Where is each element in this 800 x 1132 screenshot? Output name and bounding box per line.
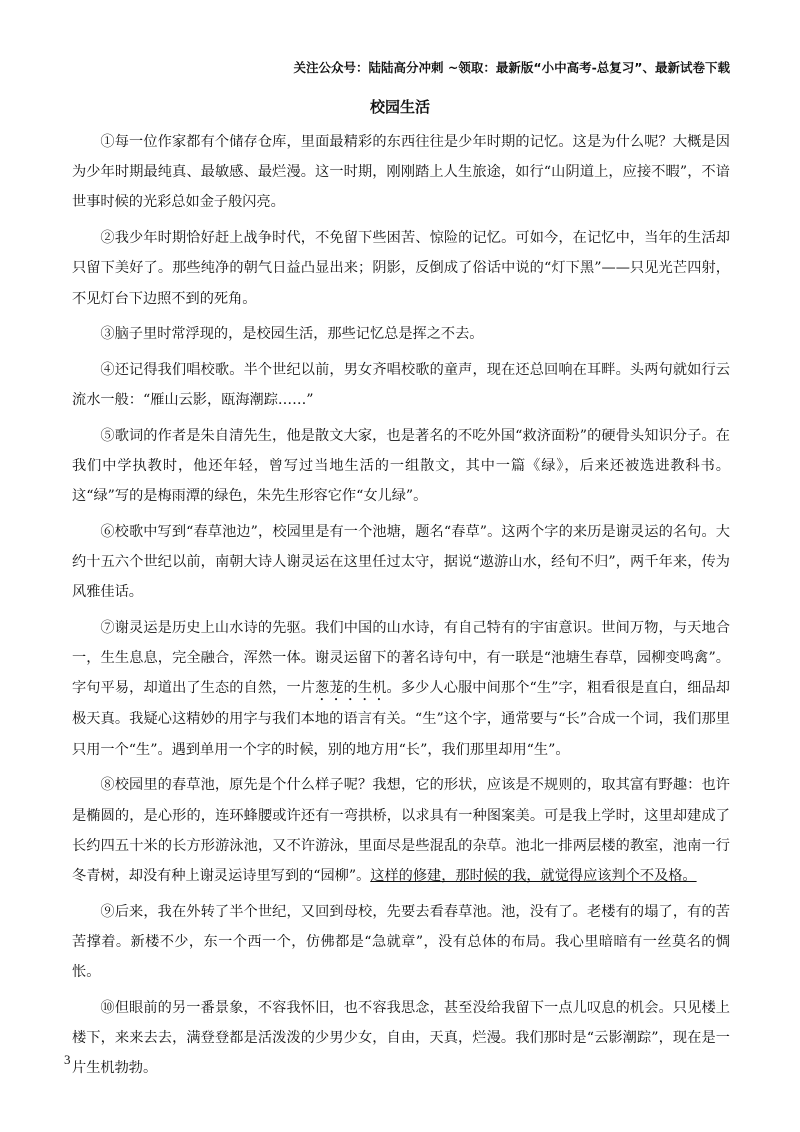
paragraph-7 [72,613,730,765]
paragraph-2: ②我少年时期恰好赶上战争时代，不免留下些困苦、惊险的记忆。可如今，在记忆中，当年的生活却只留下美好了。那些纯净的朝气日益凸显出来；阴影，反倒成了俗话中说的“灯下黑”——只见光芒四射，不见灯台下边照不到的死角。 [72,230,730,307]
paragraph-8-part-1: ⑧校园里的春草池，原先是个什么样子呢？我想，它的形状，应该是不规则的，取其富有野趣：也许是椭圆的，是心形的，连环蜂腰或许还有一弯拱桥，以求具有一种图案美。可是我上学时，这里却建成了长约四五十米的长方形游泳池，又不许游泳，里面尽是些混乱的杂草。池北一排两层楼的教室，池南一行冬青树，却没有种上谢灵运诗里写到的“园柳”。 [72,777,730,884]
paragraph-7-part-1: ⑦谢灵运是历史上山水诗的先驱。我们中国的山水诗，有自己特有的宇宙意识。世间万物，与天地合一，生生息息，完全融合，浑然一体。谢灵运留下的著名诗句中，有一联是“池塘生春草，园柳变鸣禽”。字句平易，却道出了生态的自然，一片 [72,620,730,697]
underlined-sentence: 这样的修建，那时候的我，就觉得应该判个不及格。 [370,867,697,884]
paragraph-7-part-2: 。多少人心服中间那个“生”字，粗看很是直白，细品却极天真。我疑心这精妙的用字与我们本地的语言有关。“生”这个字，通常要与“长”合成一个词，我们那里只用一个“生”。遇到单用一个字的时候，别的地方用“长”，我们那里却用“生”。 [72,680,730,758]
promo-header: 关注公众号：陆陆高分冲刺 ~领取：最新版“小中高考-总复习”、最新试卷下载 [293,60,730,75]
paragraph-9: ⑨后来，我在外转了半个世纪，又回到母校，先要去看春草池。池，没有了。老楼有的塌了，有的苦苦撑着。新楼不少，东一个西一个，仿佛都是“急就章”，没有总体的布局。我心里暗暗有一丝莫名的惆怅。 [72,903,730,981]
paragraph-3: ③脑子里时常浮现的，是校园生活，那些记忆总是挥之不去。 [100,326,484,343]
paragraph-1: ①每一位作家都有个储存仓库，里面最精彩的东西往往是少年时期的记忆。这是为什么呢？大概是因为少年时期最纯真、最敏感、最烂漫。这一时期，刚刚踏上人生旅途，如行“山阴道上，应接不暇”，不谙世事时候的光彩总如金子般闪亮。 [72,134,730,211]
article-body [72,127,730,1089]
page-number: 3 [64,1052,71,1067]
paragraph-10: ⑩但眼前的另一番景象，不容我怀旧，也不容我思念，甚至没给我留下一点儿叹息的机会。只见楼上楼下，来来去去，满登登都是活泼泼的少男少女，自由，天真，烂漫。我们那时是“云影潮踪”，现在是一片生机勃勃。 [72,999,730,1077]
paragraph-6: ⑥校歌中写到“春草池边”，校园里是有一个池塘，题名“春草”。这两个字的来历是谢灵运的名句。大约十五六个世纪以前，南朝大诗人谢灵运在这里任过太守，据说“遨游山水，经旬不归”，两千年来，传为风雅佳话。 [72,523,730,601]
paragraph-8 [72,770,730,891]
paragraph-5: ⑤歌词的作者是朱自清先生，他是散文大家，也是著名的不吃外国“救济面粉”的硬骨头知识分子。在我们中学执教时，他还年轻，曾写过当地生活的一组散文，其中一篇《绿》，后来还被选进教科书。这“绿”写的是梅雨潭的绿色，朱先生形容它作“女儿绿”。 [72,427,730,505]
paragraph-4: ④还记得我们唱校歌。半个世纪以前，男女齐唱校歌的童声，现在还总回响在耳畔。头两句就如行云流水一般：“雁山云影，瓯海潮踪……” [72,361,730,409]
article-title: 校园生活 [369,98,430,116]
emphasized-phrase: 葱茏的生机 [315,680,387,697]
